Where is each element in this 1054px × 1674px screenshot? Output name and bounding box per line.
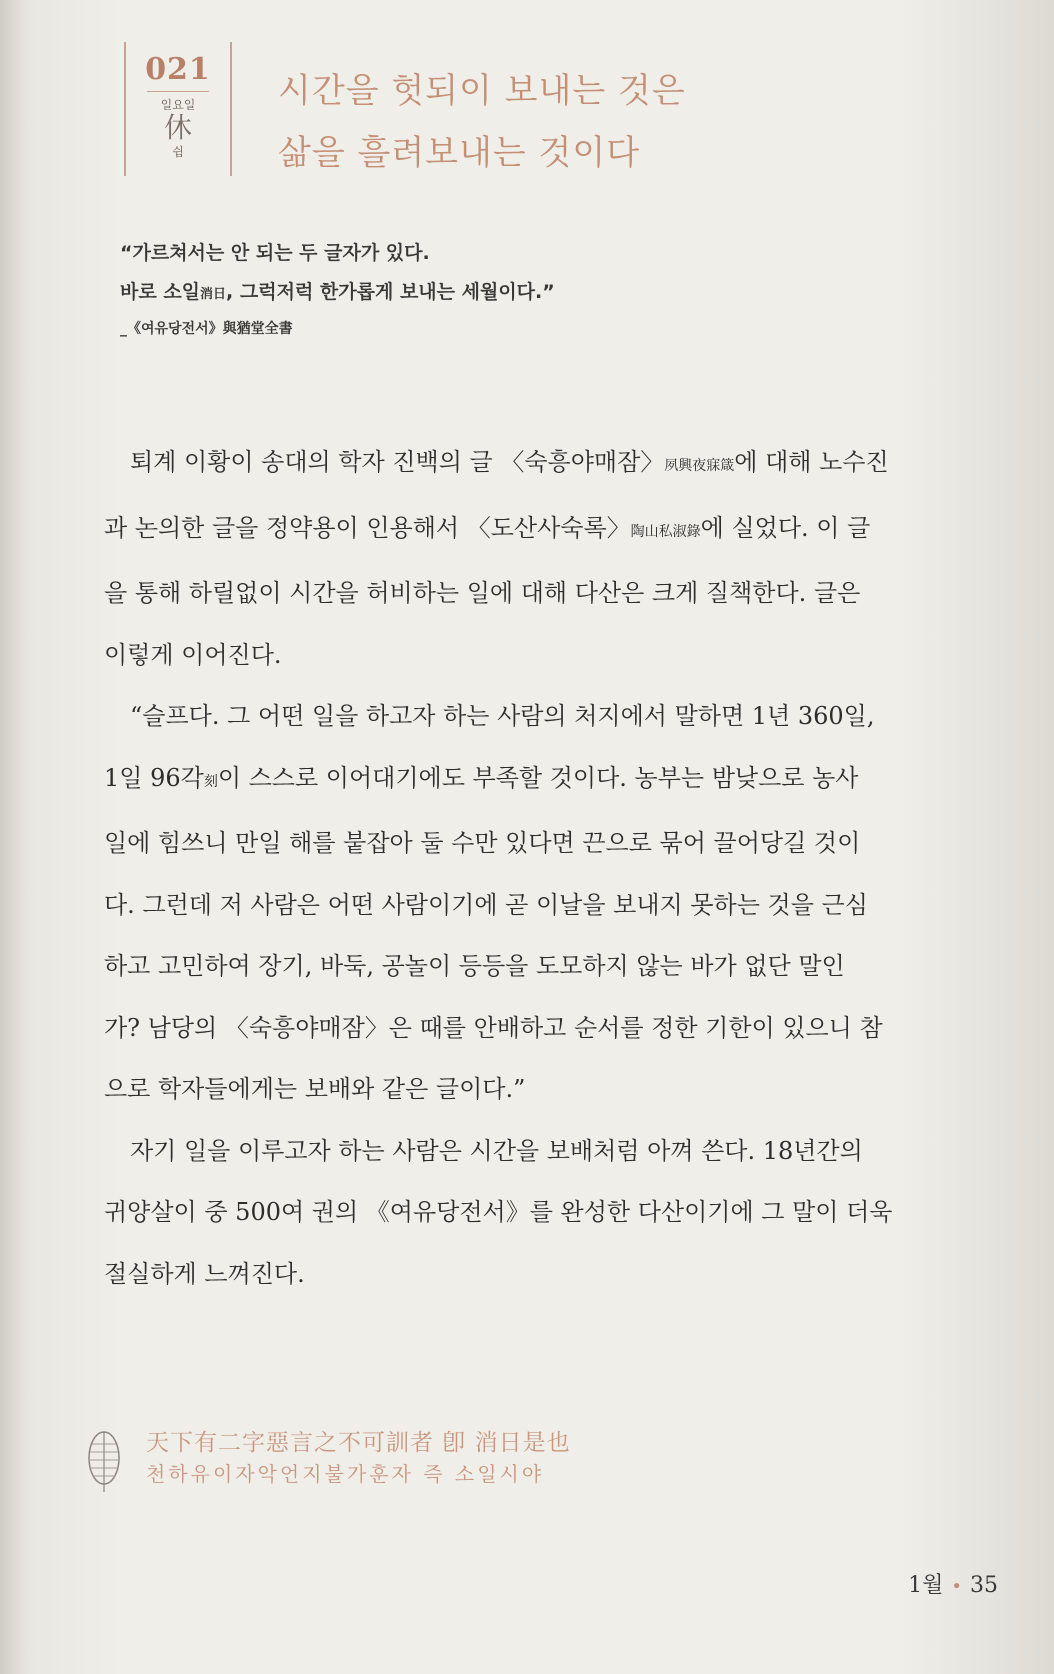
page-number-dot: • xyxy=(951,1576,962,1597)
body-line: 과 논의한 글을 정약용이 인용해서 〈도산사숙록〉陶山私淑錄에 실었다. 이 글 xyxy=(104,513,871,542)
day-number: 021 xyxy=(145,52,211,87)
page-number-value: 35 xyxy=(970,1573,998,1598)
body-text xyxy=(104,432,984,1305)
footer-quote-korean: 천하유이자악언지불가훈자 즉 소일시야 xyxy=(146,1462,545,1486)
body-line: 으로 학자들에게는 보배와 같은 글이다.” xyxy=(104,1075,526,1103)
epigraph-text: , 그럭저럭 한가롭게 보내는 세월이다.” xyxy=(226,281,555,303)
title-line-2: 삶을 흘려보내는 것이다 xyxy=(278,133,641,173)
leaf-icon xyxy=(86,1428,122,1494)
body-line: 가? 남당의 〈숙흥야매잠〉은 때를 안배하고 순서를 정한 기한이 있으니 참 xyxy=(104,1013,883,1042)
page-title xyxy=(278,60,686,184)
body-line: 절실하게 느껴진다. xyxy=(104,1259,305,1288)
day-hanja-reading: 쉼 xyxy=(172,145,184,159)
day-divider xyxy=(147,91,209,92)
body-line: “슬프다. 그 어떤 일을 하고자 하는 사람의 처지에서 말하면 1년 360일, xyxy=(130,702,875,730)
body-line: 퇴계 이황이 송대의 학자 진백의 글 〈숙흥야매잠〉夙興夜寐箴에 대해 노수진 xyxy=(130,448,889,476)
body-line: 하고 고민하여 장기, 바둑, 공놀이 등등을 도모하지 않는 바가 없단 말인 xyxy=(104,952,845,980)
page-number xyxy=(908,1568,998,1599)
body-line: 1일 96각刻이 스스로 이어대기에도 부족할 것이다. 농부는 밤낮으로 농사 xyxy=(104,763,859,792)
body-line: 을 통해 하릴없이 시간을 허비하는 일에 대해 다산은 크게 질책한다. 글은 xyxy=(104,579,861,607)
day-hanja: 休 xyxy=(163,111,192,144)
body-line: 자기 일을 이루고자 하는 사람은 시간을 보배처럼 아껴 쓴다. 18년간의 xyxy=(130,1136,863,1165)
page-month: 1월 xyxy=(908,1573,944,1598)
epigraph-hanja: 消日 xyxy=(200,287,227,302)
body-line: 일에 힘쓰니 만일 해를 붙잡아 둘 수만 있다면 끈으로 묶어 끌어당길 것이 xyxy=(104,829,861,857)
body-line: 귀양살이 중 500여 권의 《여유당전서》를 완성한 다산이기에 그 말이 더욱 xyxy=(104,1198,893,1226)
weekday-label: 일요일 xyxy=(160,98,196,112)
day-marker xyxy=(124,42,232,176)
epigraph-line-1: “가르쳐서는 안 되는 두 글자가 있다. xyxy=(120,242,430,264)
epigraph xyxy=(120,234,555,314)
title-line-1: 시간을 헛되이 보내는 것은 xyxy=(278,71,686,111)
body-line: 이렇게 이어진다. xyxy=(104,640,282,669)
footer-quote-hanja: 天下有二字惡言之不可訓者 卽 消日是也 xyxy=(146,1430,571,1456)
epigraph-line-2 xyxy=(120,273,555,314)
epigraph-text: 바로 소일 xyxy=(120,281,201,303)
epigraph-source: _《여유당전서》與猶堂全書 xyxy=(120,321,293,337)
body-line: 다. 그런데 저 사람은 어떤 사람이기에 곧 이날을 보내지 못하는 것을 근심 xyxy=(104,890,868,919)
